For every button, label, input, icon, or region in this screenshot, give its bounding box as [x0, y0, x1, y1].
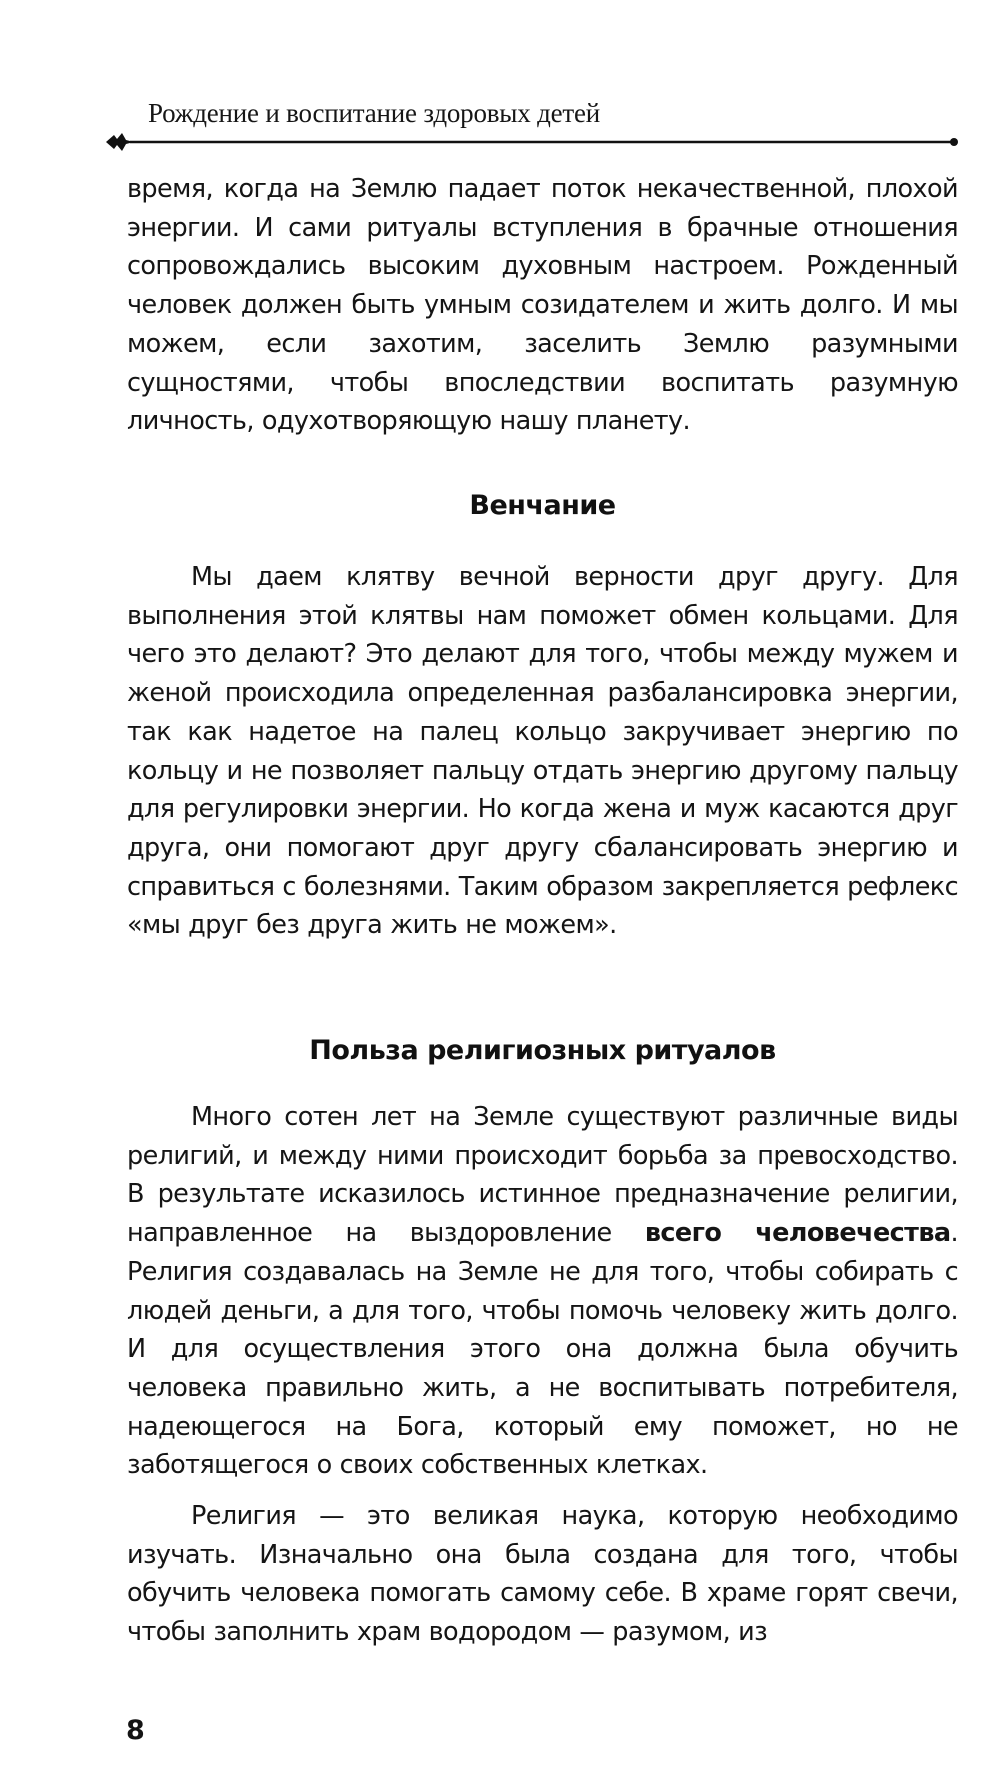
rule-fleuron	[106, 133, 134, 151]
rule-end-dot	[950, 138, 958, 146]
section-heading-rituals: Польза религиозных ритуалов	[309, 1035, 776, 1066]
rituals-paragraph-1-end: . Религия создавалась на Земле не для того, чтобы собирать с людей деньги, а для того, чтобы помочь человеку жить долго. И для осуществления этого она должна была обучить человека правильно жить, а не воспитывать потребителя, надеющегося на Бога, который ему поможет, но не заботящегося о своих собственных клетках.	[127, 1218, 958, 1481]
rituals-paragraph-1	[127, 1098, 958, 1485]
page-number: 8	[126, 1715, 145, 1746]
rituals-paragraph-1-start: Много сотен лет на Земле существуют различные виды религий, и между ними происходит борьба за превосходство. В результате исказилось истинное предназначение религии, направленное на выздоровление	[127, 1102, 958, 1249]
emphasis-all-humanity: всего человечества	[644, 1218, 951, 1249]
intro-paragraph: время, когда на Землю падает поток некачественной, плохой энергии. И сами ритуалы вступления в брачные отношения сопровождались высоким духовным настроем. Рожденный человек должен быть умным созидателем и жить долго. И мы можем, если захотим, заселить Землю разумными сущностями, чтобы впоследствии воспитать разумную личность, одухотворяющую нашу планету.	[127, 174, 958, 437]
section-heading-wedding: Венчание	[469, 490, 616, 521]
ornamental-rule	[104, 130, 960, 154]
wedding-paragraph: Мы даем клятву вечной верности друг другу. Для выполнения этой клятвы нам поможет обмен кольцами. Для чего это делают? Это делают для того, чтобы между мужем и женой происходила определенная разбалансировка энергии, так как надетое на палец кольцо закручивает энергию по кольцу и не позволяет пальцу отдать энергию другому пальцу для регулировки энергии. Но когда жена и муж касаются друг друга, они помогают друг другу сбалансировать энергию и справиться с болезнями. Таким образом закрепляется рефлекс «мы друг без друга жить не можем».	[127, 562, 958, 941]
rituals-paragraph-2: Религия — это великая наука, которую необходимо изучать. Изначально она была создана для того, чтобы обучить человека помогать самому себе. В храме горят свечи, чтобы заполнить храм водородом — разумом, из	[127, 1501, 958, 1648]
running-head: Рождение и воспитание здоровых детей	[148, 98, 601, 128]
